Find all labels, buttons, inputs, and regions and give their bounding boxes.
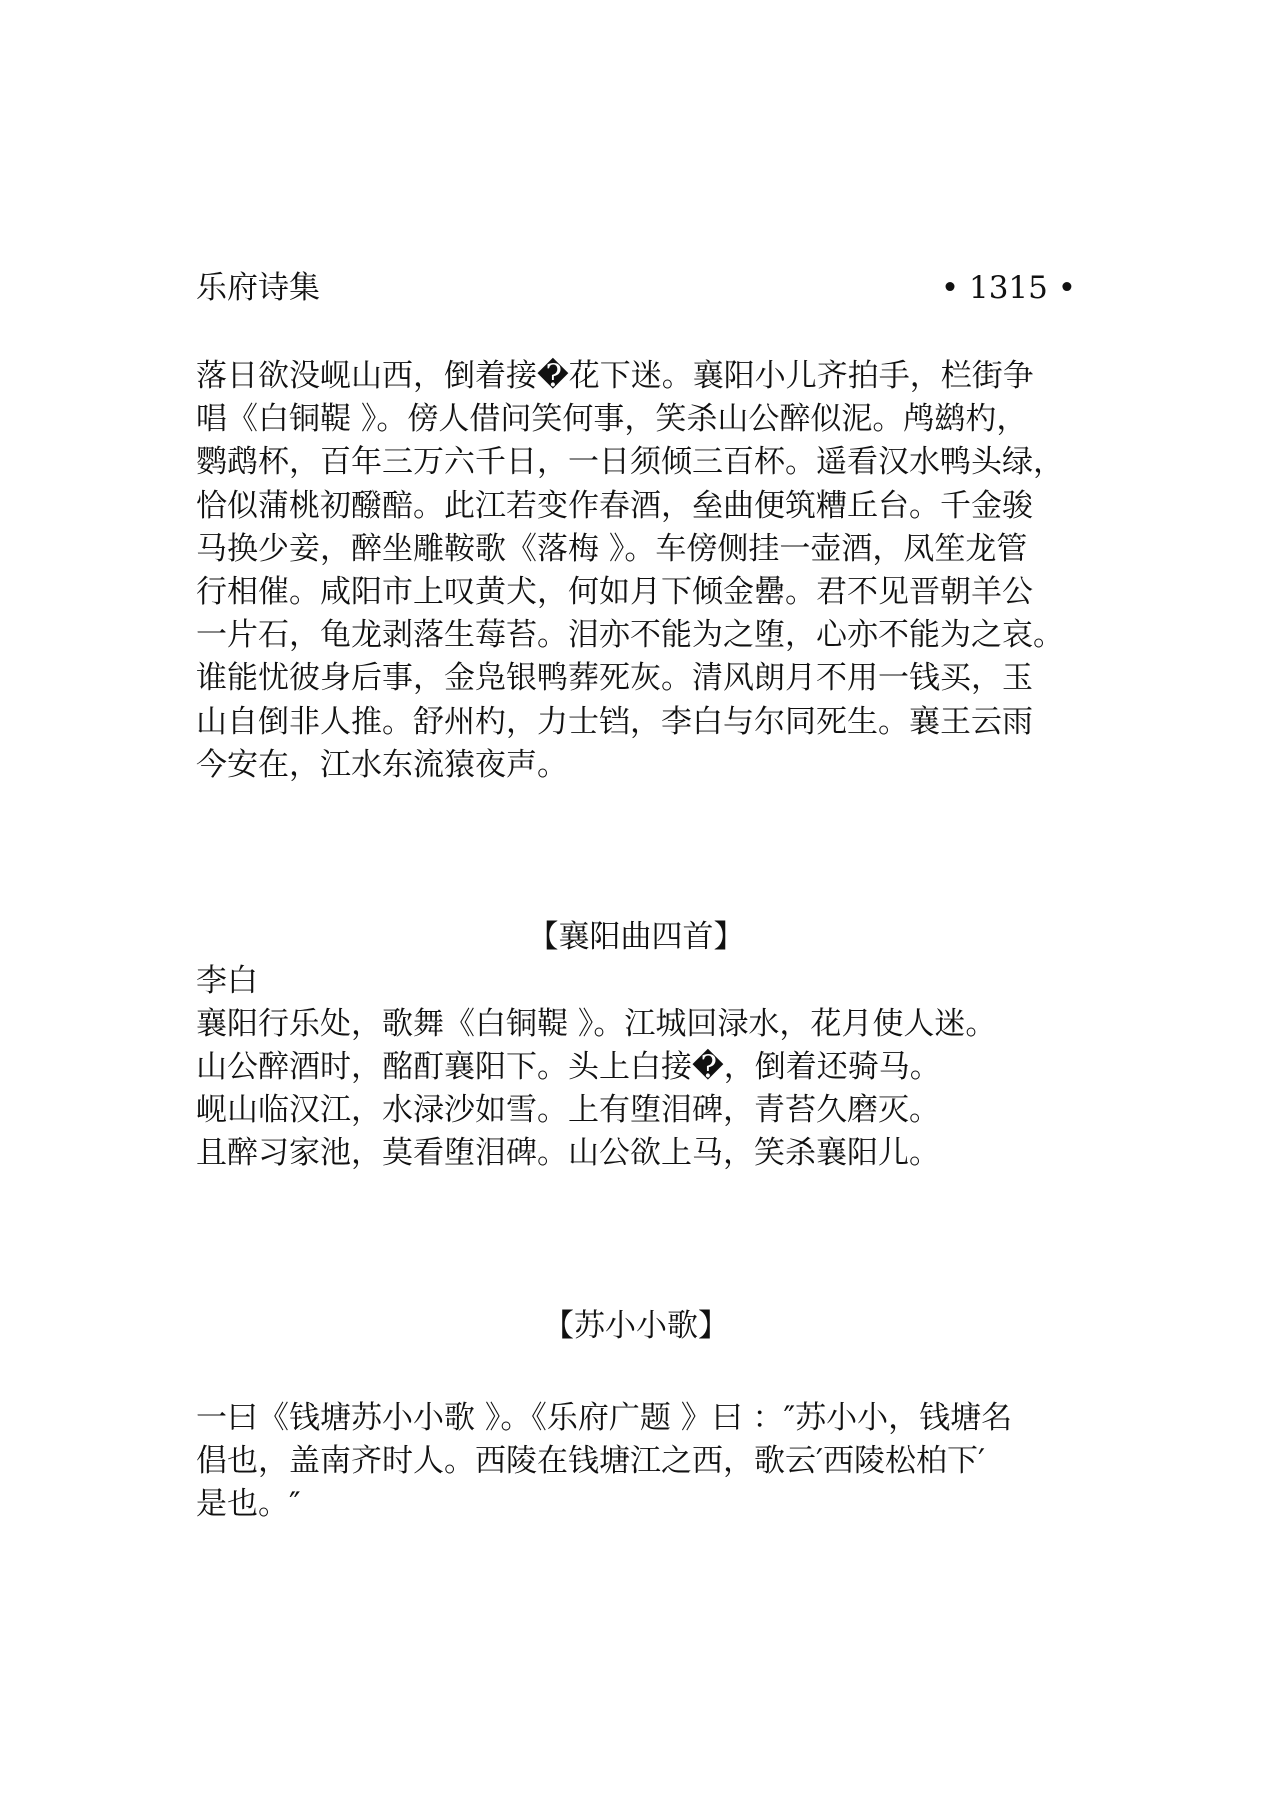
section-title-suxiaoxiao: 【苏小小歌】 bbox=[543, 1308, 729, 1344]
poem-line: 岘山临汉江，水渌沙如雪。上有堕泪碑，青苔久磨灭。 bbox=[196, 1092, 940, 1128]
poem-line: 恰似蒲桃初醱醅。此江若变作春酒，垒曲便筑糟丘台。千金骏 bbox=[196, 487, 1033, 524]
book-title: 乐府诗集 bbox=[196, 270, 320, 306]
section-note-suxiaoxiao bbox=[196, 1397, 1126, 1526]
poem-line: 且醉习家池，莫看堕泪碑。山公欲上马，笑杀襄阳儿。 bbox=[196, 1135, 940, 1171]
poem-line: 一片石，龟龙剥落生莓苔。泪亦不能为之堕，心亦不能为之哀。 bbox=[196, 617, 1064, 654]
poem-line: 襄阳行乐处，歌舞《白铜鞮 》。江城回渌水，花月使人迷。 bbox=[196, 1006, 997, 1042]
poem-author: 李白 bbox=[196, 963, 258, 999]
poem-line: 唱《白铜鞮 》。傍人借问笑何事，笑杀山公醉似泥。鸬鹚杓， bbox=[196, 401, 1028, 438]
poem-continued bbox=[196, 355, 1126, 787]
poem-line: 落日欲没岘山西，倒着接�花下迷。襄阳小儿齐拍手，栏街争 bbox=[196, 358, 1034, 394]
note-line: 一曰《钱塘苏小小歌 》。《乐府广题 》曰 ：″苏小小，钱塘名 bbox=[196, 1400, 1013, 1436]
poem-line: 山公醉酒时，酩酊襄阳下。头上白接�，倒着还骑马。 bbox=[196, 1049, 941, 1085]
note-line: 倡也，盖南齐时人。西陵在钱塘江之西，歌云′西陵松柏下′ bbox=[196, 1443, 986, 1479]
page-number: • 1315 • bbox=[940, 270, 1076, 306]
section-title-xiangyang: 【襄阳曲四首】 bbox=[527, 919, 745, 955]
poem-xiangyang bbox=[196, 1003, 1126, 1175]
note-line: 是也。″ bbox=[196, 1486, 301, 1522]
poem-line: 马换少妾，醉坐雕鞍歌《落梅 》。车傍侧挂一壶酒，凤笙龙管 bbox=[196, 530, 1028, 567]
poem-line: 行相催。咸阳市上叹黄犬，何如月下倾金罍。君不见晋朝羊公 bbox=[196, 573, 1033, 610]
poem-line: 谁能忧彼身后事，金凫银鸭葬死灰。清风朗月不用一钱买，玉 bbox=[196, 660, 1033, 697]
poem-line: 山自倒非人推。舒州杓，力士铛，李白与尔同死生。襄王云雨 bbox=[196, 703, 1033, 740]
poem-line: 今安在，江水东流猿夜声。 bbox=[196, 746, 568, 783]
poem-line: 鹦鹉杯，百年三万六千日，一日须倾三百杯。遥看汉水鸭头绿， bbox=[196, 444, 1064, 481]
